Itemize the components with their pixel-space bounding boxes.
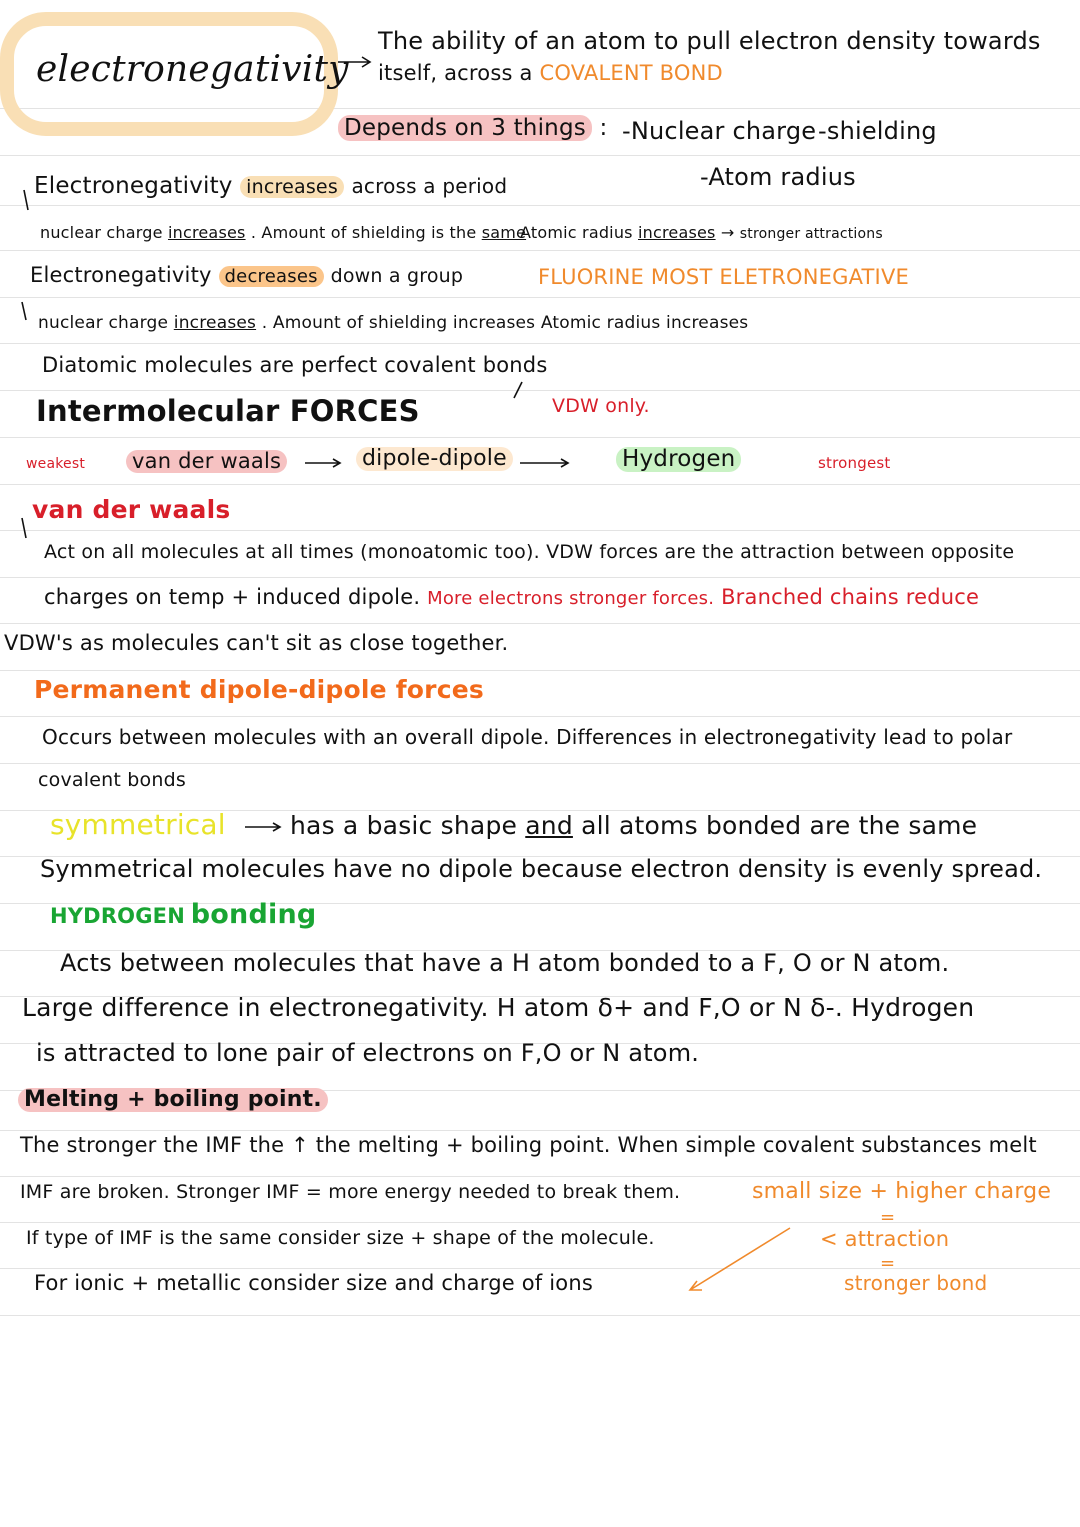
imf-arrow-2 <box>520 459 568 467</box>
factor-nuclear-charge: -Nuclear charge <box>622 117 817 145</box>
period-detail-d: same <box>481 223 527 242</box>
vdw-only-tick <box>514 382 522 398</box>
period-tick <box>24 190 28 210</box>
side-note-2: < attraction <box>820 1227 950 1251</box>
side-note-eq-2: = <box>880 1253 896 1274</box>
hydrogen-heading <box>50 900 316 930</box>
group-suffix: down a group <box>330 265 464 287</box>
melting-heading: Melting + boiling point. <box>18 1088 328 1112</box>
side-note-eq-1: = <box>880 1207 896 1228</box>
period-increases: increases <box>240 176 344 198</box>
fluorine-note: FLUORINE MOST ELETRONEGATIVE <box>538 265 909 289</box>
group-detail-c: . Amount of shielding increases Atomic radius increases <box>261 313 749 333</box>
hydrogen-line-3: is attracted to lone pair of electrons on F,O or N atom. <box>36 1039 700 1067</box>
imf-hydrogen: Hydrogen <box>616 447 741 472</box>
depends-on-colon: : <box>599 115 608 141</box>
imf-heading: Intermolecular FORCES <box>36 394 420 428</box>
imf-strongest: strongest <box>818 454 891 472</box>
period-detail-right <box>520 224 883 242</box>
period-detail <box>40 224 526 242</box>
factor-atom-radius: -Atom radius <box>700 163 856 191</box>
symmetrical-definition <box>290 812 977 840</box>
period-detail-g: stronger attractions <box>739 226 883 242</box>
dipole-line-2: covalent bonds <box>38 769 186 791</box>
factor-shielding: -shielding <box>818 117 937 145</box>
melting-line-3: If type of IMF is the same consider size + shape of the molecule. <box>26 1227 655 1249</box>
definition-line-2 <box>378 62 723 85</box>
sym-def-and: and <box>525 811 573 840</box>
period-detail-b: increases <box>167 223 246 242</box>
side-note-1: small size + higher charge <box>752 1179 1052 1204</box>
group-detail-b: increases <box>173 313 257 333</box>
period-trend <box>34 174 507 199</box>
ions-pointer-arrow <box>690 1228 790 1290</box>
imf-dipole: dipole-dipole <box>356 447 513 471</box>
definition-line-1: The ability of an atom to pull electron density towards <box>378 27 1041 55</box>
imf-vdw: van der waals <box>126 450 287 473</box>
period-detail-e: Atomic radius <box>520 223 633 242</box>
symmetrical-line-2: Symmetrical molecules have no dipole because electron density is evenly spread. <box>40 855 1043 883</box>
vdw-line-1: Act on all molecules at all times (monoatomic too). VDW forces are the attraction between opposite <box>44 541 1015 563</box>
group-detail-a: nuclear charge <box>38 313 169 333</box>
group-detail <box>38 314 748 333</box>
dipole-line-1: Occurs between molecules with an overall dipole. Differences in electronegativity lead to polar <box>42 725 1013 749</box>
period-detail-c: . Amount of shielding is the <box>250 223 477 242</box>
period-detail-arrow: → <box>720 223 735 242</box>
sym-def-b: all atoms bonded are the same <box>581 811 978 840</box>
diatomic-note: Diatomic molecules are perfect covalent bonds <box>42 353 548 377</box>
depends-on-row <box>338 116 607 141</box>
vdw-line-2b: More electrons stronger forces. <box>427 588 715 609</box>
group-tick <box>22 302 26 320</box>
definition-line-2-text: itself, across a <box>378 61 533 85</box>
vdw-line-2c: Branched chains reduce <box>721 585 980 609</box>
vdw-only-note: VDW only. <box>552 395 650 417</box>
imf-weakest: weakest <box>26 456 86 472</box>
hydrogen-heading-b: bonding <box>190 899 317 930</box>
group-trend <box>30 264 463 287</box>
depends-on-label: Depends on 3 things <box>338 115 592 141</box>
period-suffix: across a period <box>351 174 508 198</box>
sym-arrow <box>245 823 280 831</box>
group-decreases: decreases <box>219 266 324 287</box>
dipole-heading: Permanent dipole-dipole forces <box>34 675 484 704</box>
covalent-bond-term: COVALENT BOND <box>539 61 723 85</box>
hydrogen-line-1: Acts between molecules that have a H atom bonded to a F, O or N atom. <box>60 949 950 977</box>
melting-line-4: For ionic + metallic consider size and charge of ions <box>34 1271 593 1295</box>
sym-def-a: has a basic shape <box>290 811 518 840</box>
melting-line-2: IMF are broken. Stronger IMF = more energy needed to break them. <box>20 1181 681 1203</box>
vdw-line-3: VDW's as molecules can't sit as close together. <box>4 631 509 655</box>
vdw-line-2a: charges on temp + induced dipole. <box>44 585 421 609</box>
group-prefix: Electronegativity <box>30 263 212 287</box>
vdw-tick <box>22 518 26 538</box>
vdw-line-2 <box>44 586 979 609</box>
hydrogen-heading-a: HYDROGEN <box>50 904 185 928</box>
period-detail-a: nuclear charge <box>40 223 163 242</box>
period-detail-f: increases <box>638 223 716 242</box>
period-prefix: Electronegativity <box>34 173 233 199</box>
vdw-heading: van der waals <box>32 495 231 524</box>
symmetrical-term: symmetrical <box>50 808 226 841</box>
hydrogen-line-2: Large difference in electronegativity. H atom δ+ and F,O or N δ-. Hydrogen <box>22 993 975 1022</box>
page-title: electronegativity <box>36 49 349 90</box>
imf-arrow-1 <box>305 459 340 467</box>
melting-line-1: The stronger the IMF the ↑ the melting + boiling point. When simple covalent substances melt <box>20 1133 1037 1157</box>
side-note-3: stronger bond <box>844 1271 988 1295</box>
